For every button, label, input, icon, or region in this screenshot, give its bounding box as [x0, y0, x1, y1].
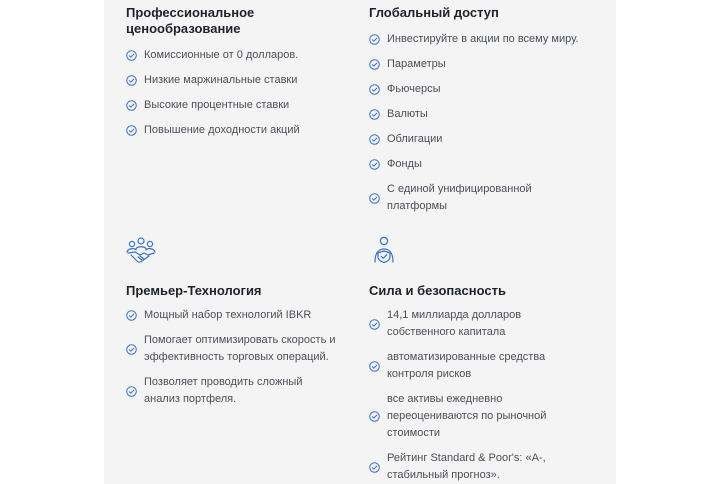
- check-circle-icon: [369, 84, 380, 95]
- check-circle-icon: [126, 125, 137, 136]
- list-item: [369, 81, 609, 98]
- handshake-group-icon: [125, 236, 157, 271]
- check-circle-icon: [369, 319, 380, 330]
- check-circle-icon: [126, 344, 137, 355]
- check-circle-icon: [369, 411, 380, 422]
- section-security: [369, 283, 609, 484]
- list-item-text: Мощный набор технологий IBKR: [144, 309, 312, 321]
- list-item: [369, 56, 609, 73]
- check-circle-icon: [369, 134, 380, 145]
- list-item: [126, 122, 358, 139]
- list-item: [369, 106, 609, 123]
- list-item-text: Фьючерсы: [387, 83, 441, 95]
- list-item: [369, 131, 609, 148]
- list-item: [126, 47, 358, 64]
- list-item-text: Валюты: [387, 108, 428, 120]
- check-circle-icon: [126, 386, 137, 397]
- section-title: Глобальный доступ: [369, 5, 499, 20]
- section-global-access: [369, 5, 609, 215]
- list-item-text: Фонды: [387, 158, 422, 170]
- section-title: Сила и безопасность: [369, 283, 506, 298]
- list-item-text: Высокие процентные ставки: [144, 99, 290, 111]
- check-circle-icon: [126, 310, 137, 321]
- feature-list: [369, 31, 609, 215]
- list-item: [369, 450, 609, 484]
- list-item-text: 14,1 миллиарда долларов собственного капитала: [387, 309, 522, 338]
- feature-list: [126, 47, 358, 139]
- list-item: [369, 307, 609, 341]
- list-item-text: Инвестируйте в акции по всему миру.: [387, 33, 579, 45]
- check-circle-icon: [369, 462, 380, 473]
- list-item: [126, 72, 358, 89]
- section-title: Профессиональное ценообразование: [126, 5, 255, 36]
- list-item: [126, 374, 358, 408]
- check-circle-icon: [369, 34, 380, 45]
- list-item-text: автоматизированные средства контроля рисков: [387, 351, 546, 380]
- check-circle-icon: [369, 109, 380, 120]
- feature-list: [369, 307, 609, 484]
- list-item: [369, 156, 609, 173]
- feature-list: [126, 307, 358, 408]
- list-item-text: Рейтинг Standard & Poor's: «A-, стабильный прогноз».: [387, 452, 546, 481]
- list-item: [369, 31, 609, 48]
- list-item-text: все активы ежедневно переоцениваются по рыночной стоимости: [387, 393, 547, 439]
- check-circle-icon: [126, 75, 137, 86]
- list-item: [369, 181, 609, 215]
- check-circle-icon: [369, 361, 380, 372]
- list-item-text: Позволяет проводить сложный анализ портфеля.: [144, 376, 303, 405]
- list-item-text: Параметры: [387, 58, 446, 70]
- list-item-text: Облигации: [387, 133, 443, 145]
- person-shield-icon: [372, 236, 396, 269]
- check-circle-icon: [369, 59, 380, 70]
- list-item: [126, 97, 358, 114]
- check-circle-icon: [126, 50, 137, 61]
- list-item: [126, 332, 358, 366]
- list-item-text: Помогает оптимизировать скорость и эффективность торговых операций.: [144, 334, 336, 363]
- section-technology: [126, 283, 358, 408]
- check-circle-icon: [126, 100, 137, 111]
- list-item: [126, 307, 358, 324]
- section-pricing: [126, 5, 358, 139]
- list-item: [369, 391, 609, 442]
- list-item-text: С единой унифицированной платформы: [387, 183, 532, 212]
- list-item-text: Комиссионные от 0 долларов.: [144, 49, 299, 61]
- check-circle-icon: [369, 159, 380, 170]
- section-title: Премьер-Технология: [126, 283, 262, 298]
- list-item: [369, 349, 609, 383]
- list-item-text: Низкие маржинальные ставки: [144, 74, 298, 86]
- list-item-text: Повышение доходности акций: [144, 124, 300, 136]
- check-circle-icon: [369, 193, 380, 204]
